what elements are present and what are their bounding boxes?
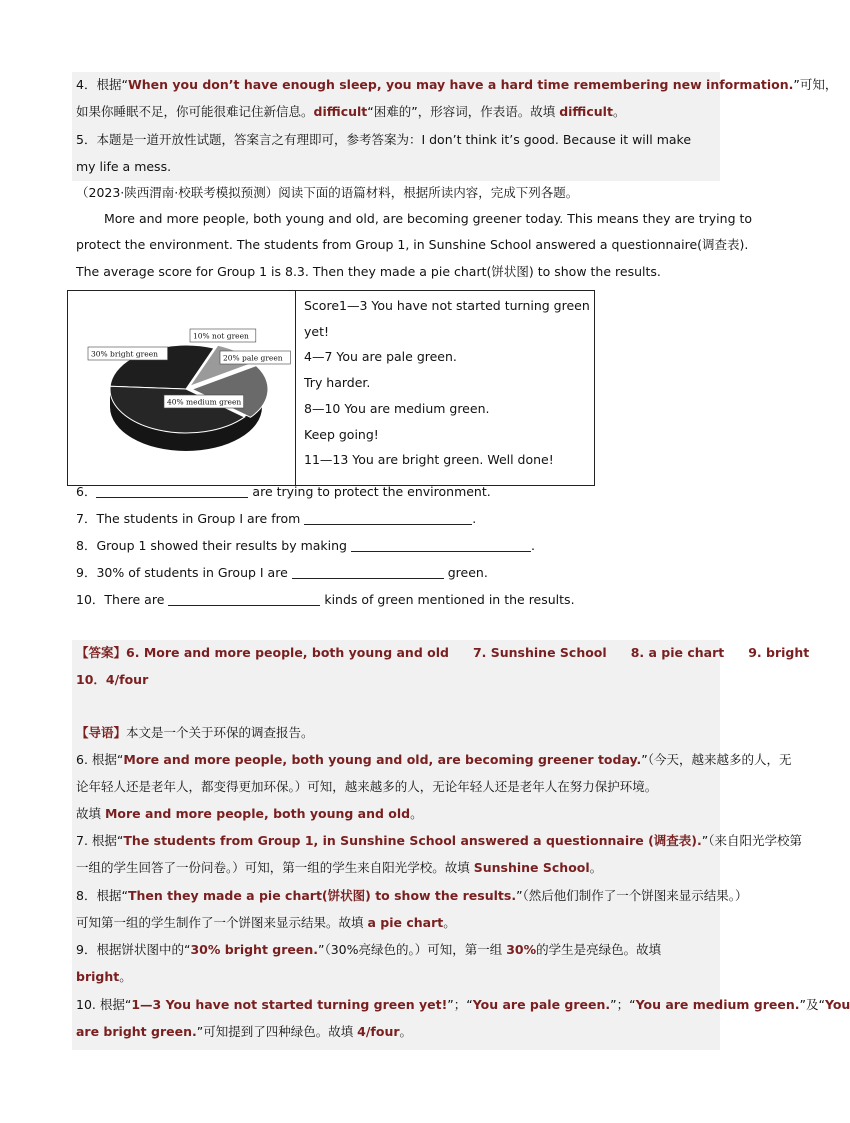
question-text: . — [530, 538, 535, 553]
explain-quote: 30% bright green. — [190, 942, 318, 957]
explain-6-line1 — [76, 746, 792, 773]
question-number: 10． — [76, 592, 105, 607]
answer-item: 8. a pie chart — [630, 645, 725, 660]
chart-table — [67, 290, 595, 486]
question-9 — [76, 559, 488, 586]
pie-label: 40% medium green — [167, 397, 242, 407]
pie-label: 10% not green — [193, 331, 249, 341]
explain-quote: You are medium green. — [635, 997, 800, 1012]
source-line: （2023·陕西渭南·校联考模拟预测）阅读下面的语篇材料，根据所读内容，完成下列各题。 — [76, 185, 579, 200]
question-text: 30% of students in Group I are — [96, 565, 292, 580]
guide-tag: 【导语】 — [76, 725, 127, 740]
answer-blank[interactable] — [292, 564, 444, 579]
answer-line-1 — [76, 639, 809, 666]
answer-item: 7. Sunshine School — [472, 645, 607, 660]
score-line: 4—7 You are pale green. — [304, 349, 457, 365]
explain-text: 。 — [399, 1024, 413, 1039]
answer-tag: 【答案】 — [76, 645, 127, 660]
q5-line2: my life a mess. — [76, 159, 172, 174]
explain-text: ”可知提到了四种绿色。故填 — [196, 1024, 358, 1039]
score-line: Keep going! — [304, 426, 379, 442]
question-text: Group 1 showed their results by making — [96, 538, 351, 553]
guide-line — [76, 719, 314, 746]
explain-text: 的学生是亮绿色。故填 — [536, 942, 662, 957]
explain-6-line3 — [76, 800, 423, 827]
score-line: Score1—3 You have not started turning green — [304, 298, 590, 313]
explain-answer: More and more people, both young and old — [104, 806, 411, 821]
pie-chart — [68, 291, 295, 481]
guide-text: 本文是一个关于环保的调查报告。 — [126, 725, 314, 740]
question-text: The students in Group I are from — [96, 511, 305, 526]
question-text: green. — [443, 565, 488, 580]
question-10 — [76, 586, 575, 613]
explain-quote: The students from Group 1, in Sunshine School answered a questionnaire (调查表). — [123, 833, 702, 848]
explain-text: 故填 — [76, 806, 105, 821]
score-line: 11—13 You are bright green. Well done! — [304, 452, 554, 468]
explain-text: ”（30%亮绿色的。）可知，第一组 — [318, 942, 507, 957]
explain-text: 7. 根据“ — [76, 833, 124, 848]
explain-text: 一组的学生回答了一份问卷。）可知，第一组的学生来自阳光学校。故填 — [76, 860, 474, 875]
passage-line-1: More and more people, both young and old, are becoming greener today. This means they are trying to — [104, 211, 753, 226]
question-number: 9． — [76, 565, 97, 580]
question-number: 8． — [76, 538, 97, 553]
q4-text: 如果你睡眠不足，你可能很难记住新信息。 — [76, 104, 314, 119]
explain-10-line1 — [76, 991, 850, 1018]
explain-text: ”；“ — [447, 997, 473, 1012]
question-text: are trying to protect the environment. — [248, 484, 491, 499]
explain-text: 10. 根据“ — [76, 997, 132, 1012]
explain-answer: a pie chart — [367, 915, 444, 930]
answer-blank[interactable] — [168, 591, 320, 606]
score-line: yet! — [304, 323, 329, 339]
explain-quote: Then they made a pie chart(饼状图) to show the results. — [127, 888, 517, 903]
q4-text2: “困难的”，形容词，作表语。故填 — [367, 104, 560, 119]
explain-text: ”；“ — [610, 997, 636, 1012]
explain-text: 可知第一组的学生制作了一个饼图来显示结果。故填 — [76, 915, 368, 930]
q5-line1: 5．本题是一道开放性试题，答案言之有理即可，参考答案为：I don’t think it’s good. Because it will make — [76, 132, 692, 147]
explain-9-line2 — [76, 963, 132, 990]
explain-text: ”及“ — [799, 997, 825, 1012]
passage-line-3: The average score for Group 1 is 8.3. Then they made a pie chart(饼状图) to show the results. — [76, 264, 661, 279]
explain-quote: 1—3 You have not started turning green yet! — [131, 997, 448, 1012]
q4-mid: ”可知， — [793, 77, 838, 92]
explain-text: ”（然后他们制作了一个饼图来显示结果。） — [516, 888, 748, 903]
question-7 — [76, 505, 476, 532]
explain-text: 8．根据“ — [76, 888, 128, 903]
pie-label: 30% bright green — [91, 349, 158, 359]
q4-end: 。 — [612, 104, 626, 119]
pie-label: 20% pale green — [223, 353, 283, 363]
question-number: 6． — [76, 484, 97, 499]
q4-line2 — [76, 98, 625, 125]
question-text: kinds of green mentioned in the results. — [320, 592, 575, 607]
explain-quote: are bright green. — [76, 1024, 197, 1039]
explain-8-line1 — [76, 882, 748, 909]
question-8 — [76, 532, 535, 559]
explain-7-line1 — [76, 827, 802, 854]
explain-answer: 4/four — [357, 1024, 400, 1039]
explain-answer: Sunshine School — [473, 860, 590, 875]
answer-item: 9. bright — [748, 645, 810, 660]
explain-text: 6. 根据“ — [76, 752, 124, 767]
question-text: There are — [104, 592, 169, 607]
question-number: 7． — [76, 511, 97, 526]
explain-quote: You are pale green. — [472, 997, 611, 1012]
explain-6-line2: 论年轻人还是老年人，都变得更加环保。）可知，越来越多的人，无论年轻人还是老年人在努力保护环境。 — [76, 779, 658, 794]
explain-text: ”（来自阳光学校第 — [701, 833, 803, 848]
explain-text: 。 — [119, 969, 132, 984]
explain-quote: You — [824, 997, 850, 1012]
explain-7-line2 — [76, 854, 602, 881]
explain-text: ”（今天，越来越多的人，无 — [641, 752, 792, 767]
explain-9-line1 — [76, 936, 661, 963]
explain-percent: 30% — [506, 942, 537, 957]
answer-item: 6. More and more people, both young and old — [126, 645, 449, 660]
explain-text: 。 — [589, 860, 603, 875]
explain-quote: More and more people, both young and old, are becoming greener today. — [123, 752, 642, 767]
q4-prefix: 4．根据“ — [76, 77, 128, 92]
question-6 — [76, 478, 491, 505]
answer-blank[interactable] — [304, 510, 472, 525]
score-line: Try harder. — [304, 375, 371, 391]
pie-cell — [68, 291, 296, 486]
answer-line-2: 10．4/four — [76, 672, 149, 687]
explain-8-line2 — [76, 909, 456, 936]
explain-text: 9．根据饼状图中的“ — [76, 942, 191, 957]
explain-answer: bright — [76, 969, 120, 984]
score-cell — [296, 291, 595, 486]
explain-text: 。 — [410, 806, 423, 821]
q4-quote: When you don’t have enough sleep, you may have a hard time remembering new information. — [127, 77, 794, 92]
explain-10-line2 — [76, 1018, 412, 1045]
answer-blank[interactable] — [96, 483, 248, 498]
explain-text: 。 — [443, 915, 456, 930]
passage-line-2: protect the environment. The students from Group 1, in Sunshine School answered a questionnaire(调查表). — [76, 237, 749, 252]
q4-line1 — [76, 71, 837, 98]
question-text: . — [472, 511, 477, 526]
q4-answer: difficult — [559, 104, 613, 119]
q4-word: difficult — [313, 104, 368, 119]
answer-blank[interactable] — [351, 537, 531, 552]
score-line: 8—10 You are medium green. — [304, 400, 490, 416]
